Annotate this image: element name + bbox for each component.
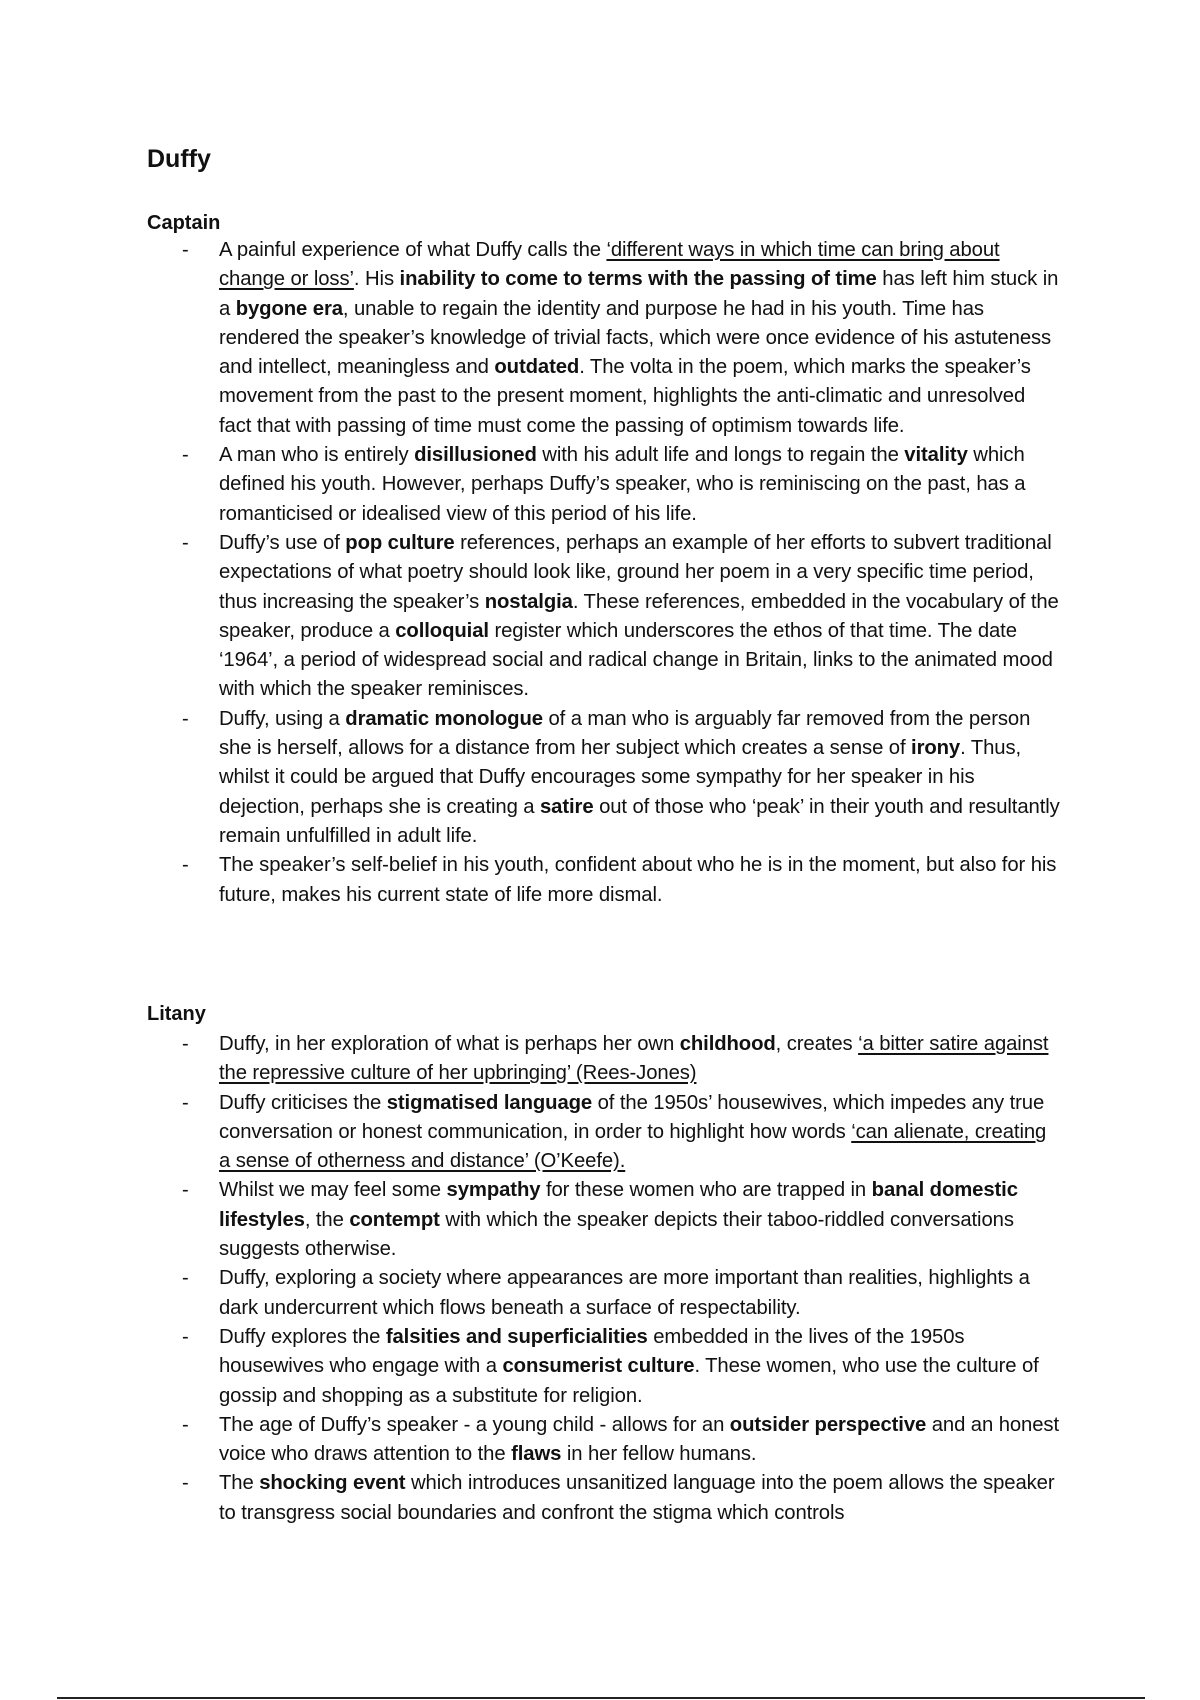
underlined-quote: ‘a bitter satire against the repressive culture of her upbringing’ (Rees-Jones) — [219, 1033, 1049, 1085]
bullet-text — [219, 1469, 1061, 1528]
text-run: The — [219, 1472, 260, 1495]
bold-emphasis: nostalgia — [484, 590, 573, 613]
bold-emphasis: contempt — [349, 1208, 440, 1231]
text-run: Duffy explores the — [219, 1325, 386, 1348]
underlined-quote: ‘can alienate, creating a sense of otherness and distance’ (O’Keefe). — [219, 1120, 1047, 1173]
bullet-dash-icon: - — [182, 1091, 189, 1114]
bold-emphasis: irony — [911, 737, 961, 760]
bold-emphasis: dramatic monologue — [345, 707, 543, 730]
bullet-text — [219, 1323, 1061, 1411]
bullet-text — [219, 1264, 1061, 1323]
text-run: Duffy criticises the — [219, 1091, 387, 1114]
bullet-text — [219, 705, 1061, 851]
text-run: . His — [353, 268, 400, 291]
text-run: Whilst we may feel some — [219, 1179, 447, 1202]
bold-emphasis: disillusioned — [414, 444, 537, 467]
list-item — [0, 529, 1061, 705]
bullet-dash-icon: - — [182, 1413, 189, 1436]
text-run: of a man who is arguably far removed from the person she is herself, allows for a distance from her subject which creates a sense of — [219, 707, 1031, 760]
bullet-text — [219, 851, 1061, 910]
bullet-text — [219, 441, 1061, 529]
text-run: Duffy’s use of — [219, 531, 346, 554]
text-run: with which the speaker depicts their taboo-riddled conversations suggests otherwise. — [219, 1208, 1014, 1261]
bullet-text — [219, 1176, 1061, 1264]
text-run: . Thus, whilst it could be argued that Duffy encourages some sympathy for her speaker in his dejection, perhaps she is creating a — [219, 737, 1022, 818]
text-run: , unable to regain the identity and purpose he had in his youth. Time has rendered the speaker’s knowledge of trivial facts, which were once evidence of his astuteness and intellect, meaningless and — [219, 297, 1052, 379]
bold-emphasis: falsities and superficialities — [385, 1325, 648, 1348]
list-item — [0, 1469, 1061, 1528]
list-item — [0, 1264, 1061, 1323]
bullet-text — [219, 529, 1061, 705]
bold-emphasis: inability to come to terms with the passing of time — [399, 268, 877, 291]
bold-emphasis: stigmatised language — [386, 1091, 593, 1114]
bold-emphasis: pop culture — [345, 531, 455, 554]
bullet-text — [219, 1030, 1061, 1089]
text-run: , creates — [775, 1033, 859, 1055]
list-item — [0, 1411, 1061, 1470]
section-heading-captain: Captain — [147, 212, 221, 234]
section-heading-litany: Litany — [147, 1003, 206, 1025]
list-item — [0, 1323, 1061, 1411]
list-item — [0, 1030, 1061, 1089]
text-run: for these women who are trapped in — [540, 1179, 872, 1202]
bold-emphasis: outsider perspective — [729, 1413, 927, 1436]
text-run: in her fellow humans. — [561, 1443, 757, 1466]
text-run: . The volta in the poem, which marks the speaker’s movement from the past to the present moment, highlights the anti-climatic and unresolved fact that with passing of time must come the passing of optimism towards life. — [219, 356, 1031, 437]
text-run: of the 1950s’ housewives, which impedes any true conversation or honest communication, in order to highlight how words — [219, 1091, 1045, 1143]
bullet-dash-icon: - — [182, 1033, 189, 1055]
bullet-dash-icon: - — [182, 444, 189, 467]
bold-emphasis: flaws — [511, 1443, 562, 1466]
text-run: which introduces unsanitized language into the poem allows the speaker to transgress social boundaries and confront the stigma which controls — [219, 1472, 1055, 1524]
bullet-dash-icon: - — [182, 1179, 189, 1202]
bold-emphasis: colloquial — [395, 619, 489, 642]
bold-emphasis: shocking event — [259, 1472, 406, 1495]
list-item — [0, 441, 1061, 529]
list-item — [0, 705, 1061, 851]
bold-emphasis: vitality — [904, 444, 968, 467]
text-run: references, perhaps an example of her efforts to subvert traditional expectations of what poetry should look like, ground her poem in a very specific time period, thus increasing the speaker’s — [219, 531, 1052, 613]
bold-emphasis: satire — [540, 795, 594, 818]
text-run: embedded in the lives of the 1950s housewives who engage with a — [219, 1325, 965, 1378]
bullet-text — [219, 1411, 1061, 1470]
bold-emphasis: banal domestic lifestyles — [219, 1179, 1018, 1231]
list-item — [0, 236, 1061, 441]
bold-emphasis: childhood — [679, 1033, 776, 1055]
underlined-quote: ‘different ways in which time can bring about change or loss’ — [219, 239, 1000, 291]
text-run: Duffy, exploring a society where appearances are more important than realities, highlights a dark undercurrent which flows beneath a surface of respectability. — [219, 1267, 1030, 1319]
bullet-dash-icon: - — [182, 707, 189, 730]
bold-emphasis: consumerist culture — [502, 1355, 695, 1378]
text-run: and an honest voice who draws attention to the — [219, 1413, 1059, 1466]
captain-bullet-list — [0, 236, 1200, 910]
text-run: A man who is entirely — [219, 444, 415, 467]
text-run: with his adult life and longs to regain the — [536, 444, 905, 467]
text-run: Duffy, in her exploration of what is perhaps her own — [219, 1033, 680, 1055]
bullet-dash-icon: - — [182, 1267, 189, 1290]
bullet-text — [219, 236, 1061, 441]
text-run: . These women, who use the culture of gossip and shopping as a substitute for religion. — [219, 1355, 1039, 1407]
bold-emphasis: bygone era — [235, 297, 343, 320]
bullet-dash-icon: - — [182, 531, 189, 554]
text-run: A painful experience of what Duffy calls the — [219, 239, 607, 261]
text-run: has left him stuck in a — [219, 268, 1059, 320]
text-run: out of those who ‘peak’ in their youth and resultantly remain unfulfilled in adult life. — [219, 795, 1060, 847]
bullet-dash-icon: - — [182, 854, 189, 877]
bullet-dash-icon: - — [182, 1472, 189, 1495]
list-item — [0, 1176, 1061, 1264]
document-title: Duffy — [147, 145, 211, 173]
text-run: The speaker’s self-belief in his youth, confident about who he is in the moment, but also for his future, makes his current state of life more dismal. — [219, 854, 1057, 906]
page-bottom-rule — [57, 1697, 1145, 1699]
text-run: , the — [304, 1208, 350, 1231]
bullet-dash-icon: - — [182, 1325, 189, 1348]
text-run: register which underscores the ethos of that time. The date ‘1964’, a period of widespread social and radical change in Britain, links to the animated mood with which the speaker reminisces. — [219, 619, 1053, 701]
text-run: The age of Duffy’s speaker - a young child - allows for an — [219, 1413, 730, 1436]
text-run: . These references, embedded in the vocabulary of the speaker, produce a — [219, 590, 1059, 642]
text-run: which defined his youth. However, perhaps Duffy’s speaker, who is reminiscing on the past, has a romanticised or idealised view of this period of his life. — [219, 444, 1026, 525]
bullet-text — [219, 1089, 1061, 1177]
bold-emphasis: outdated — [494, 356, 580, 379]
list-item — [0, 1089, 1061, 1177]
bold-emphasis: sympathy — [446, 1179, 541, 1202]
litany-bullet-list — [0, 1030, 1200, 1528]
text-run: Duffy, using a — [219, 707, 346, 730]
bullet-dash-icon: - — [182, 239, 189, 261]
list-item — [0, 851, 1061, 910]
